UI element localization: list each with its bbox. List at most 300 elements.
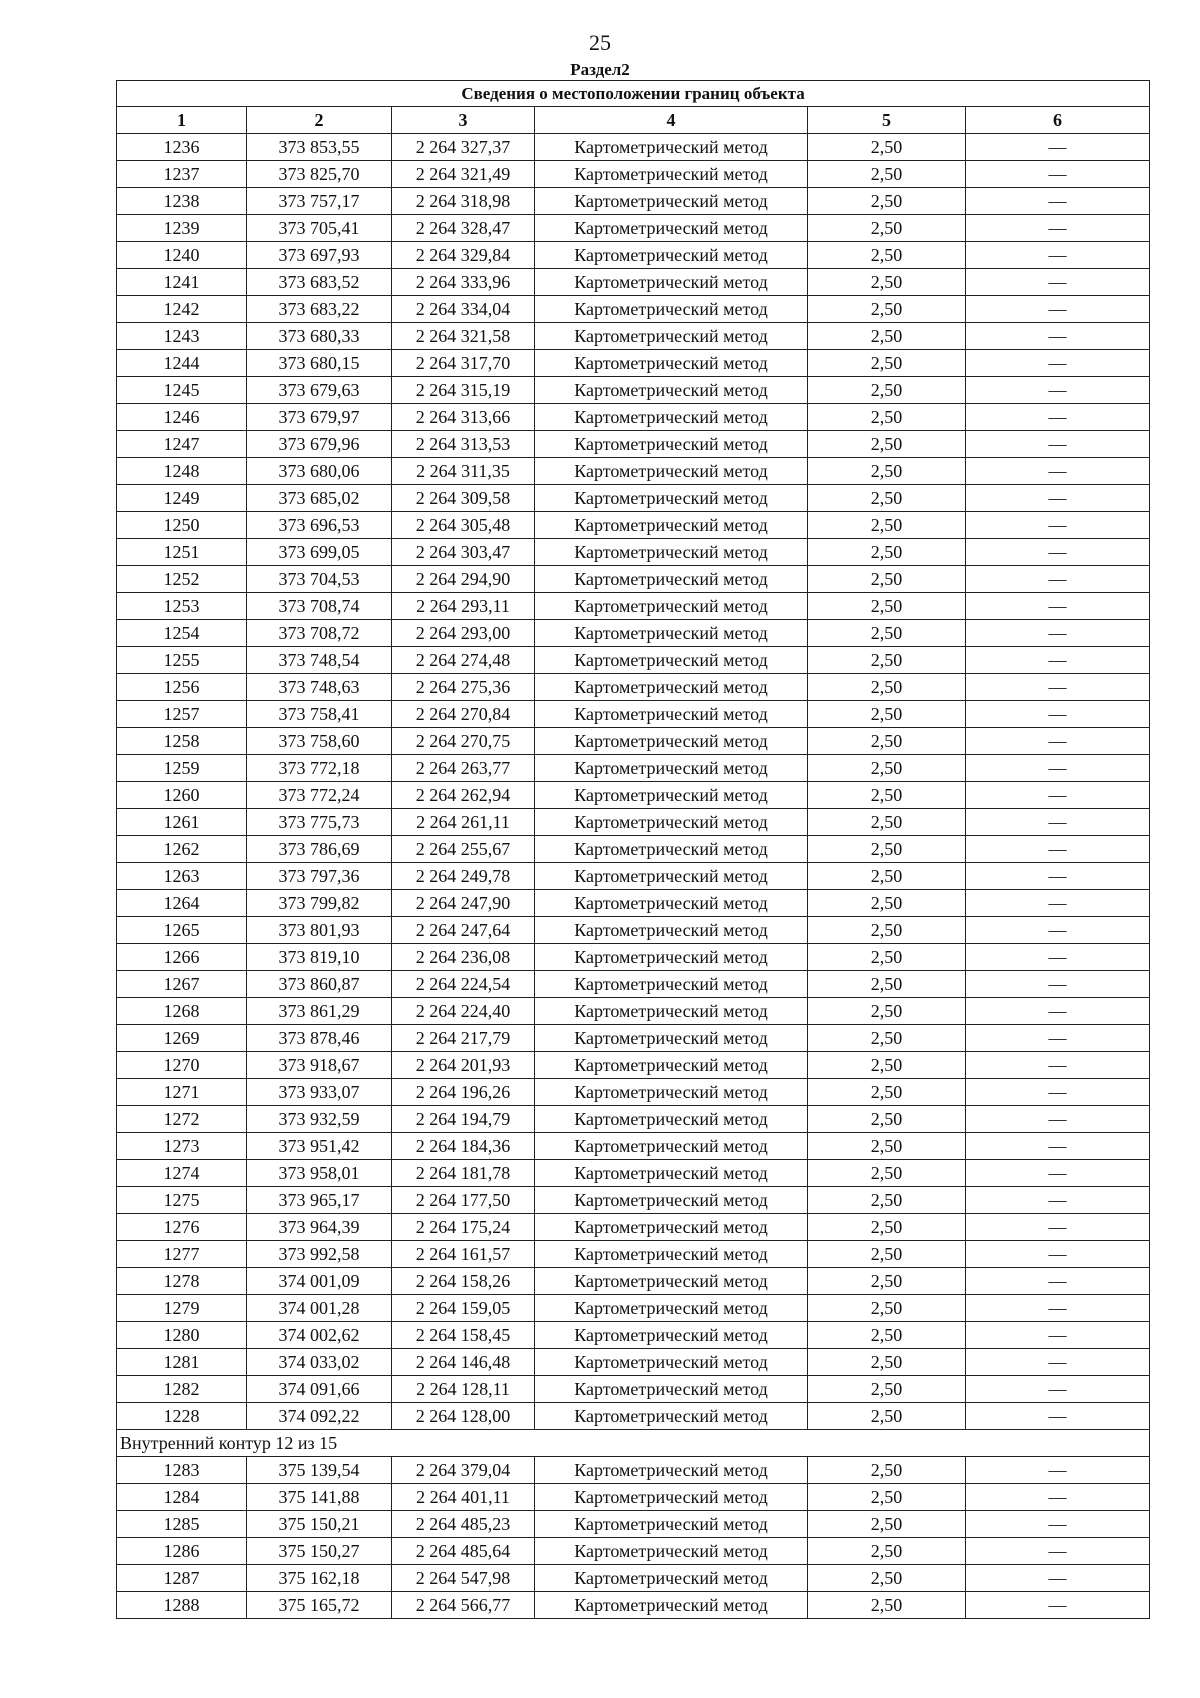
note-cell: —	[966, 1052, 1150, 1079]
accuracy-cell: 2,50	[808, 1214, 966, 1241]
table-row	[117, 593, 1150, 620]
x-coordinate-cell: 374 001,09	[247, 1268, 392, 1295]
note-cell: —	[966, 1160, 1150, 1187]
accuracy-cell: 2,50	[808, 1322, 966, 1349]
note-cell: —	[966, 512, 1150, 539]
y-coordinate-cell: 2 264 224,40	[392, 998, 535, 1025]
point-number-cell: 1261	[117, 809, 247, 836]
method-cell: Картометрический метод	[535, 755, 808, 782]
table-row	[117, 1349, 1150, 1376]
table-row	[117, 566, 1150, 593]
y-coordinate-cell: 2 264 270,75	[392, 728, 535, 755]
y-coordinate-cell: 2 264 329,84	[392, 242, 535, 269]
y-coordinate-cell: 2 264 249,78	[392, 863, 535, 890]
note-cell: —	[966, 1322, 1150, 1349]
table-row	[117, 755, 1150, 782]
y-coordinate-cell: 2 264 158,26	[392, 1268, 535, 1295]
accuracy-cell: 2,50	[808, 998, 966, 1025]
note-cell: —	[966, 1511, 1150, 1538]
method-cell: Картометрический метод	[535, 161, 808, 188]
accuracy-cell: 2,50	[808, 593, 966, 620]
table-row	[117, 1565, 1150, 1592]
y-coordinate-cell: 2 264 262,94	[392, 782, 535, 809]
note-cell: —	[966, 242, 1150, 269]
point-number-cell: 1262	[117, 836, 247, 863]
table-row	[117, 485, 1150, 512]
note-cell: —	[966, 134, 1150, 161]
note-cell: —	[966, 404, 1150, 431]
point-number-cell: 1287	[117, 1565, 247, 1592]
accuracy-cell: 2,50	[808, 161, 966, 188]
accuracy-cell: 2,50	[808, 863, 966, 890]
point-number-cell: 1237	[117, 161, 247, 188]
method-cell: Картометрический метод	[535, 1187, 808, 1214]
accuracy-cell: 2,50	[808, 944, 966, 971]
note-cell: —	[966, 1187, 1150, 1214]
note-cell: —	[966, 188, 1150, 215]
y-coordinate-cell: 2 264 321,58	[392, 323, 535, 350]
accuracy-cell: 2,50	[808, 1052, 966, 1079]
y-coordinate-cell: 2 264 158,45	[392, 1322, 535, 1349]
method-cell: Картометрический метод	[535, 1484, 808, 1511]
method-cell: Картометрический метод	[535, 1349, 808, 1376]
y-coordinate-cell: 2 264 309,58	[392, 485, 535, 512]
accuracy-cell: 2,50	[808, 647, 966, 674]
method-cell: Картометрический метод	[535, 1106, 808, 1133]
x-coordinate-cell: 373 878,46	[247, 1025, 392, 1052]
method-cell: Картометрический метод	[535, 296, 808, 323]
y-coordinate-cell: 2 264 275,36	[392, 674, 535, 701]
x-coordinate-cell: 373 933,07	[247, 1079, 392, 1106]
table-row	[117, 350, 1150, 377]
note-cell: —	[966, 863, 1150, 890]
table-row	[117, 431, 1150, 458]
y-coordinate-cell: 2 264 485,23	[392, 1511, 535, 1538]
table-row	[117, 971, 1150, 998]
x-coordinate-cell: 373 797,36	[247, 863, 392, 890]
x-coordinate-cell: 373 683,52	[247, 269, 392, 296]
accuracy-cell: 2,50	[808, 1133, 966, 1160]
point-number-cell: 1253	[117, 593, 247, 620]
table-row	[117, 1241, 1150, 1268]
x-coordinate-cell: 373 775,73	[247, 809, 392, 836]
x-coordinate-cell: 373 757,17	[247, 188, 392, 215]
table-row	[117, 701, 1150, 728]
method-cell: Картометрический метод	[535, 1241, 808, 1268]
point-number-cell: 1282	[117, 1376, 247, 1403]
x-coordinate-cell: 373 965,17	[247, 1187, 392, 1214]
accuracy-cell: 2,50	[808, 404, 966, 431]
table-row	[117, 1322, 1150, 1349]
column-header: 3	[392, 107, 535, 134]
table-row	[117, 1376, 1150, 1403]
table-row	[117, 998, 1150, 1025]
y-coordinate-cell: 2 264 128,00	[392, 1403, 535, 1430]
table-caption: Сведения о местоположении границ объекта	[117, 81, 1150, 107]
table-row	[117, 377, 1150, 404]
method-cell: Картометрический метод	[535, 512, 808, 539]
method-cell: Картометрический метод	[535, 809, 808, 836]
point-number-cell: 1260	[117, 782, 247, 809]
contour-label: Внутренний контур 12 из 15	[117, 1430, 1150, 1457]
note-cell: —	[966, 593, 1150, 620]
y-coordinate-cell: 2 264 263,77	[392, 755, 535, 782]
x-coordinate-cell: 373 708,72	[247, 620, 392, 647]
x-coordinate-cell: 373 705,41	[247, 215, 392, 242]
table-row	[117, 1457, 1150, 1484]
method-cell: Картометрический метод	[535, 1538, 808, 1565]
x-coordinate-cell: 375 150,27	[247, 1538, 392, 1565]
point-number-cell: 1265	[117, 917, 247, 944]
note-cell: —	[966, 1241, 1150, 1268]
note-cell: —	[966, 377, 1150, 404]
accuracy-cell: 2,50	[808, 1484, 966, 1511]
caption-row	[117, 81, 1150, 107]
point-number-cell: 1240	[117, 242, 247, 269]
accuracy-cell: 2,50	[808, 1025, 966, 1052]
note-cell: —	[966, 971, 1150, 998]
point-number-cell: 1252	[117, 566, 247, 593]
table-row	[117, 323, 1150, 350]
note-cell: —	[966, 755, 1150, 782]
table-row	[117, 539, 1150, 566]
note-cell: —	[966, 620, 1150, 647]
y-coordinate-cell: 2 264 303,47	[392, 539, 535, 566]
y-coordinate-cell: 2 264 334,04	[392, 296, 535, 323]
method-cell: Картометрический метод	[535, 431, 808, 458]
note-cell: —	[966, 269, 1150, 296]
note-cell: —	[966, 1025, 1150, 1052]
method-cell: Картометрический метод	[535, 1592, 808, 1619]
point-number-cell: 1251	[117, 539, 247, 566]
y-coordinate-cell: 2 264 327,37	[392, 134, 535, 161]
accuracy-cell: 2,50	[808, 215, 966, 242]
table-row	[117, 1403, 1150, 1430]
table-row	[117, 782, 1150, 809]
point-number-cell: 1266	[117, 944, 247, 971]
column-header: 6	[966, 107, 1150, 134]
table-row	[117, 242, 1150, 269]
point-number-cell: 1258	[117, 728, 247, 755]
method-cell: Картометрический метод	[535, 728, 808, 755]
x-coordinate-cell: 373 819,10	[247, 944, 392, 971]
accuracy-cell: 2,50	[808, 1403, 966, 1430]
x-coordinate-cell: 375 150,21	[247, 1511, 392, 1538]
point-number-cell: 1238	[117, 188, 247, 215]
accuracy-cell: 2,50	[808, 1376, 966, 1403]
point-number-cell: 1257	[117, 701, 247, 728]
method-cell: Картометрический метод	[535, 971, 808, 998]
table-row	[117, 890, 1150, 917]
method-cell: Картометрический метод	[535, 323, 808, 350]
y-coordinate-cell: 2 264 159,05	[392, 1295, 535, 1322]
y-coordinate-cell: 2 264 313,66	[392, 404, 535, 431]
point-number-cell: 1279	[117, 1295, 247, 1322]
note-cell: —	[966, 215, 1150, 242]
accuracy-cell: 2,50	[808, 377, 966, 404]
point-number-cell: 1263	[117, 863, 247, 890]
table-head	[117, 81, 1150, 134]
method-cell: Картометрический метод	[535, 1457, 808, 1484]
y-coordinate-cell: 2 264 566,77	[392, 1592, 535, 1619]
method-cell: Картометрический метод	[535, 134, 808, 161]
y-coordinate-cell: 2 264 224,54	[392, 971, 535, 998]
y-coordinate-cell: 2 264 293,00	[392, 620, 535, 647]
method-cell: Картометрический метод	[535, 566, 808, 593]
table-row	[117, 1295, 1150, 1322]
note-cell: —	[966, 1592, 1150, 1619]
point-number-cell: 1277	[117, 1241, 247, 1268]
table-row	[117, 1592, 1150, 1619]
accuracy-cell: 2,50	[808, 782, 966, 809]
table-row	[117, 1484, 1150, 1511]
header-row	[117, 107, 1150, 134]
note-cell: —	[966, 917, 1150, 944]
accuracy-cell: 2,50	[808, 1457, 966, 1484]
x-coordinate-cell: 375 139,54	[247, 1457, 392, 1484]
y-coordinate-cell: 2 264 181,78	[392, 1160, 535, 1187]
x-coordinate-cell: 373 801,93	[247, 917, 392, 944]
accuracy-cell: 2,50	[808, 134, 966, 161]
accuracy-cell: 2,50	[808, 755, 966, 782]
method-cell: Картометрический метод	[535, 1295, 808, 1322]
point-number-cell: 1283	[117, 1457, 247, 1484]
point-number-cell: 1256	[117, 674, 247, 701]
x-coordinate-cell: 375 162,18	[247, 1565, 392, 1592]
table-row	[117, 1268, 1150, 1295]
table-row	[117, 458, 1150, 485]
accuracy-cell: 2,50	[808, 1511, 966, 1538]
y-coordinate-cell: 2 264 311,35	[392, 458, 535, 485]
y-coordinate-cell: 2 264 261,11	[392, 809, 535, 836]
accuracy-cell: 2,50	[808, 1592, 966, 1619]
point-number-cell: 1249	[117, 485, 247, 512]
x-coordinate-cell: 373 704,53	[247, 566, 392, 593]
table-row	[117, 1052, 1150, 1079]
point-number-cell: 1264	[117, 890, 247, 917]
table-row	[117, 296, 1150, 323]
method-cell: Картометрический метод	[535, 917, 808, 944]
note-cell: —	[966, 944, 1150, 971]
x-coordinate-cell: 373 772,24	[247, 782, 392, 809]
method-cell: Картометрический метод	[535, 485, 808, 512]
y-coordinate-cell: 2 264 255,67	[392, 836, 535, 863]
y-coordinate-cell: 2 264 328,47	[392, 215, 535, 242]
x-coordinate-cell: 373 683,22	[247, 296, 392, 323]
accuracy-cell: 2,50	[808, 836, 966, 863]
accuracy-cell: 2,50	[808, 620, 966, 647]
column-header: 4	[535, 107, 808, 134]
x-coordinate-cell: 373 958,01	[247, 1160, 392, 1187]
method-cell: Картометрический метод	[535, 890, 808, 917]
x-coordinate-cell: 375 141,88	[247, 1484, 392, 1511]
note-cell: —	[966, 647, 1150, 674]
x-coordinate-cell: 373 679,96	[247, 431, 392, 458]
x-coordinate-cell: 373 679,63	[247, 377, 392, 404]
method-cell: Картометрический метод	[535, 1052, 808, 1079]
note-cell: —	[966, 728, 1150, 755]
note-cell: —	[966, 1484, 1150, 1511]
y-coordinate-cell: 2 264 305,48	[392, 512, 535, 539]
table-row	[117, 809, 1150, 836]
point-number-cell: 1272	[117, 1106, 247, 1133]
x-coordinate-cell: 374 091,66	[247, 1376, 392, 1403]
y-coordinate-cell: 2 264 247,90	[392, 890, 535, 917]
y-coordinate-cell: 2 264 236,08	[392, 944, 535, 971]
note-cell: —	[966, 1106, 1150, 1133]
accuracy-cell: 2,50	[808, 350, 966, 377]
table-row	[117, 188, 1150, 215]
accuracy-cell: 2,50	[808, 1538, 966, 1565]
y-coordinate-cell: 2 264 196,26	[392, 1079, 535, 1106]
table-row	[117, 836, 1150, 863]
accuracy-cell: 2,50	[808, 485, 966, 512]
table-body	[117, 134, 1150, 1619]
note-cell: —	[966, 1538, 1150, 1565]
point-number-cell: 1271	[117, 1079, 247, 1106]
x-coordinate-cell: 373 918,67	[247, 1052, 392, 1079]
accuracy-cell: 2,50	[808, 242, 966, 269]
x-coordinate-cell: 373 853,55	[247, 134, 392, 161]
y-coordinate-cell: 2 264 194,79	[392, 1106, 535, 1133]
x-coordinate-cell: 373 861,29	[247, 998, 392, 1025]
note-cell: —	[966, 161, 1150, 188]
point-number-cell: 1239	[117, 215, 247, 242]
accuracy-cell: 2,50	[808, 1268, 966, 1295]
point-number-cell: 1281	[117, 1349, 247, 1376]
accuracy-cell: 2,50	[808, 674, 966, 701]
point-number-cell: 1275	[117, 1187, 247, 1214]
method-cell: Картометрический метод	[535, 1133, 808, 1160]
point-number-cell: 1243	[117, 323, 247, 350]
note-cell: —	[966, 1457, 1150, 1484]
note-cell: —	[966, 1079, 1150, 1106]
accuracy-cell: 2,50	[808, 728, 966, 755]
table-row	[117, 269, 1150, 296]
x-coordinate-cell: 374 092,22	[247, 1403, 392, 1430]
boundary-coordinates-table	[116, 80, 1150, 1619]
table-row	[117, 1025, 1150, 1052]
y-coordinate-cell: 2 264 294,90	[392, 566, 535, 593]
y-coordinate-cell: 2 264 247,64	[392, 917, 535, 944]
note-cell: —	[966, 431, 1150, 458]
x-coordinate-cell: 373 786,69	[247, 836, 392, 863]
x-coordinate-cell: 373 758,60	[247, 728, 392, 755]
method-cell: Картометрический метод	[535, 944, 808, 971]
method-cell: Картометрический метод	[535, 863, 808, 890]
accuracy-cell: 2,50	[808, 1565, 966, 1592]
y-coordinate-cell: 2 264 318,98	[392, 188, 535, 215]
note-cell: —	[966, 1349, 1150, 1376]
point-number-cell: 1288	[117, 1592, 247, 1619]
y-coordinate-cell: 2 264 274,48	[392, 647, 535, 674]
note-cell: —	[966, 836, 1150, 863]
method-cell: Картометрический метод	[535, 1565, 808, 1592]
point-number-cell: 1254	[117, 620, 247, 647]
y-coordinate-cell: 2 264 201,93	[392, 1052, 535, 1079]
table-row	[117, 1079, 1150, 1106]
point-number-cell: 1246	[117, 404, 247, 431]
table-row	[117, 863, 1150, 890]
method-cell: Картометрический метод	[535, 269, 808, 296]
x-coordinate-cell: 374 002,62	[247, 1322, 392, 1349]
accuracy-cell: 2,50	[808, 188, 966, 215]
table-row	[117, 728, 1150, 755]
method-cell: Картометрический метод	[535, 998, 808, 1025]
method-cell: Картометрический метод	[535, 458, 808, 485]
method-cell: Картометрический метод	[535, 404, 808, 431]
accuracy-cell: 2,50	[808, 809, 966, 836]
table-row	[117, 647, 1150, 674]
accuracy-cell: 2,50	[808, 971, 966, 998]
y-coordinate-cell: 2 264 293,11	[392, 593, 535, 620]
x-coordinate-cell: 373 697,93	[247, 242, 392, 269]
x-coordinate-cell: 373 680,33	[247, 323, 392, 350]
point-number-cell: 1250	[117, 512, 247, 539]
x-coordinate-cell: 373 685,02	[247, 485, 392, 512]
point-number-cell: 1278	[117, 1268, 247, 1295]
table-row	[117, 1106, 1150, 1133]
method-cell: Картометрический метод	[535, 782, 808, 809]
x-coordinate-cell: 373 799,82	[247, 890, 392, 917]
accuracy-cell: 2,50	[808, 701, 966, 728]
accuracy-cell: 2,50	[808, 1160, 966, 1187]
point-number-cell: 1273	[117, 1133, 247, 1160]
accuracy-cell: 2,50	[808, 431, 966, 458]
table-row	[117, 1160, 1150, 1187]
method-cell: Картометрический метод	[535, 1376, 808, 1403]
accuracy-cell: 2,50	[808, 917, 966, 944]
table-row	[117, 917, 1150, 944]
method-cell: Картометрический метод	[535, 1403, 808, 1430]
accuracy-cell: 2,50	[808, 1106, 966, 1133]
note-cell: —	[966, 998, 1150, 1025]
note-cell: —	[966, 485, 1150, 512]
accuracy-cell: 2,50	[808, 1187, 966, 1214]
point-number-cell: 1286	[117, 1538, 247, 1565]
table-row	[117, 674, 1150, 701]
note-cell: —	[966, 323, 1150, 350]
method-cell: Картометрический метод	[535, 350, 808, 377]
y-coordinate-cell: 2 264 485,64	[392, 1538, 535, 1565]
x-coordinate-cell: 373 748,63	[247, 674, 392, 701]
point-number-cell: 1280	[117, 1322, 247, 1349]
table-row	[117, 1511, 1150, 1538]
table-row	[117, 944, 1150, 971]
note-cell: —	[966, 539, 1150, 566]
note-cell: —	[966, 1376, 1150, 1403]
contour-row	[117, 1430, 1150, 1457]
table-row	[117, 1133, 1150, 1160]
column-header: 1	[117, 107, 247, 134]
point-number-cell: 1259	[117, 755, 247, 782]
x-coordinate-cell: 373 699,05	[247, 539, 392, 566]
note-cell: —	[966, 296, 1150, 323]
note-cell: —	[966, 809, 1150, 836]
x-coordinate-cell: 373 964,39	[247, 1214, 392, 1241]
accuracy-cell: 2,50	[808, 539, 966, 566]
y-coordinate-cell: 2 264 317,70	[392, 350, 535, 377]
method-cell: Картометрический метод	[535, 836, 808, 863]
method-cell: Картометрический метод	[535, 1511, 808, 1538]
y-coordinate-cell: 2 264 270,84	[392, 701, 535, 728]
point-number-cell: 1270	[117, 1052, 247, 1079]
y-coordinate-cell: 2 264 379,04	[392, 1457, 535, 1484]
note-cell: —	[966, 1214, 1150, 1241]
accuracy-cell: 2,50	[808, 269, 966, 296]
y-coordinate-cell: 2 264 321,49	[392, 161, 535, 188]
note-cell: —	[966, 458, 1150, 485]
